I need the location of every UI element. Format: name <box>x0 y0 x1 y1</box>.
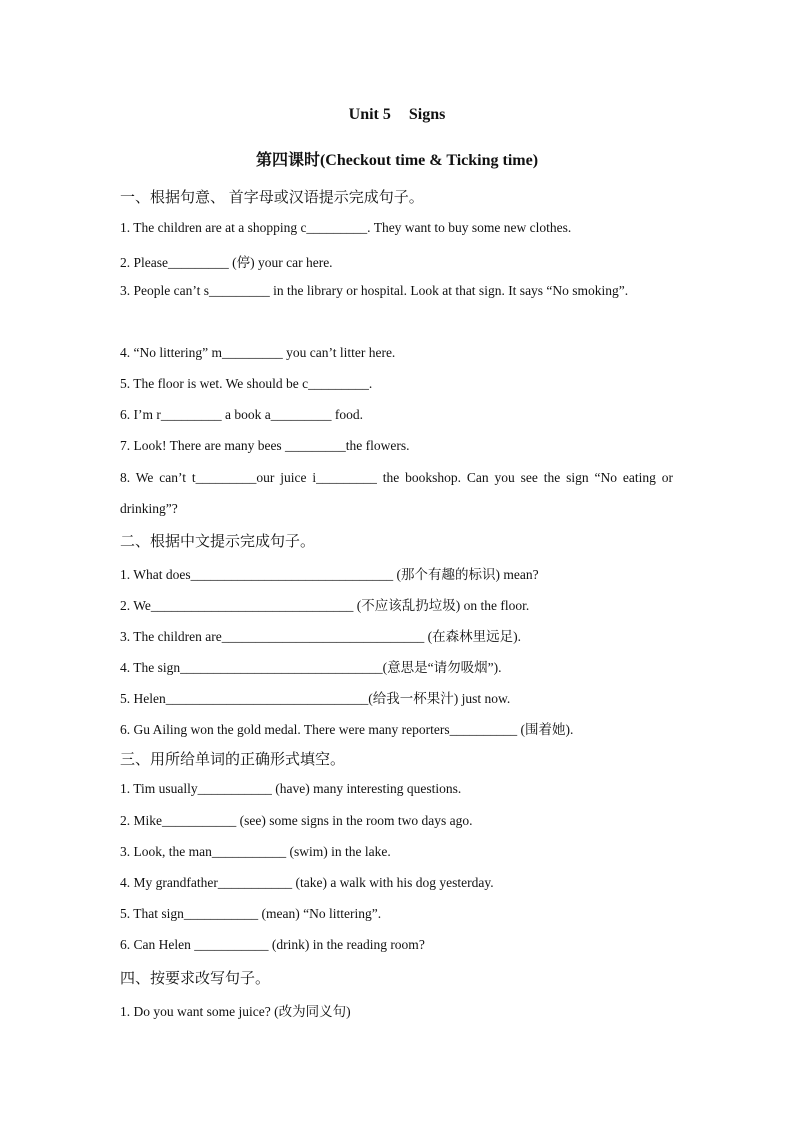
exercise-item: 2. We______________________________ (不应该乱扔垃圾) on the floor. <box>120 598 530 613</box>
exercise-item: 8. We can’t t_________our juice i_________ the bookshop. Can you see the sign “No eating or drinking”? <box>120 470 673 516</box>
exercise-item: 5. The floor is wet. We should be c_________. <box>120 376 373 391</box>
topic-label: Signs <box>408 106 446 123</box>
exercise-item: 4. The sign______________________________(意思是“请勿吸烟”). <box>120 660 502 675</box>
section-4-heading: 四、按要求改写句子。 <box>120 971 271 987</box>
exercise-item: 5. That sign___________ (mean) “No littering”. <box>120 906 382 921</box>
exercise-item: 4. My grandfather___________ (take) a walk with his dog yesterday. <box>120 875 494 890</box>
section-2-heading: 二、根据中文提示完成句子。 <box>120 534 316 550</box>
exercise-item: 1. What does______________________________ (那个有趣的标识) mean? <box>120 567 539 582</box>
exercise-item: 1. Tim usually___________ (have) many interesting questions. <box>120 781 462 796</box>
exercise-item: 2. Please_________ (停) your car here. <box>120 255 333 270</box>
exercise-item: 5. Helen______________________________(给我一杯果汁) just now. <box>120 691 511 706</box>
exercise-item: 1. Do you want some juice? (改为同义句) <box>120 1004 351 1019</box>
exercise-item: 2. Mike___________ (see) some signs in the room two days ago. <box>120 813 473 828</box>
exercise-item: 1. The children are at a shopping c_________. They want to buy some new clothes. <box>120 220 572 235</box>
exercise-item: 3. People can’t s_________ in the library or hospital. Look at that sign. It says “No smoking”. <box>120 283 629 298</box>
exercise-item: 6. Can Helen ___________ (drink) in the reading room? <box>120 937 425 952</box>
exercise-item: 6. Gu Ailing won the gold medal. There were many reporters__________ (围着她). <box>120 722 574 737</box>
exercise-item: 3. Look, the man___________ (swim) in the lake. <box>120 844 391 859</box>
exercise-item: 7. Look! There are many bees _________the flowers. <box>120 438 410 453</box>
unit-label: Unit 5 <box>348 106 391 123</box>
section-1-heading: 一、根据句意、 首字母或汉语提示完成句子。 <box>120 190 424 206</box>
exercise-item: 6. I’m r_________ a book a_________ food. <box>120 407 363 422</box>
page-subtitle: 第四课时(Checkout time & Ticking time) <box>255 152 539 169</box>
exercise-item: 3. The children are______________________________ (在森林里远足). <box>120 629 521 644</box>
page-title <box>0 106 794 124</box>
exercise-item: 4. “No littering” m_________ you can’t litter here. <box>120 345 396 360</box>
section-3-heading: 三、用所给单词的正确形式填空。 <box>120 752 346 768</box>
